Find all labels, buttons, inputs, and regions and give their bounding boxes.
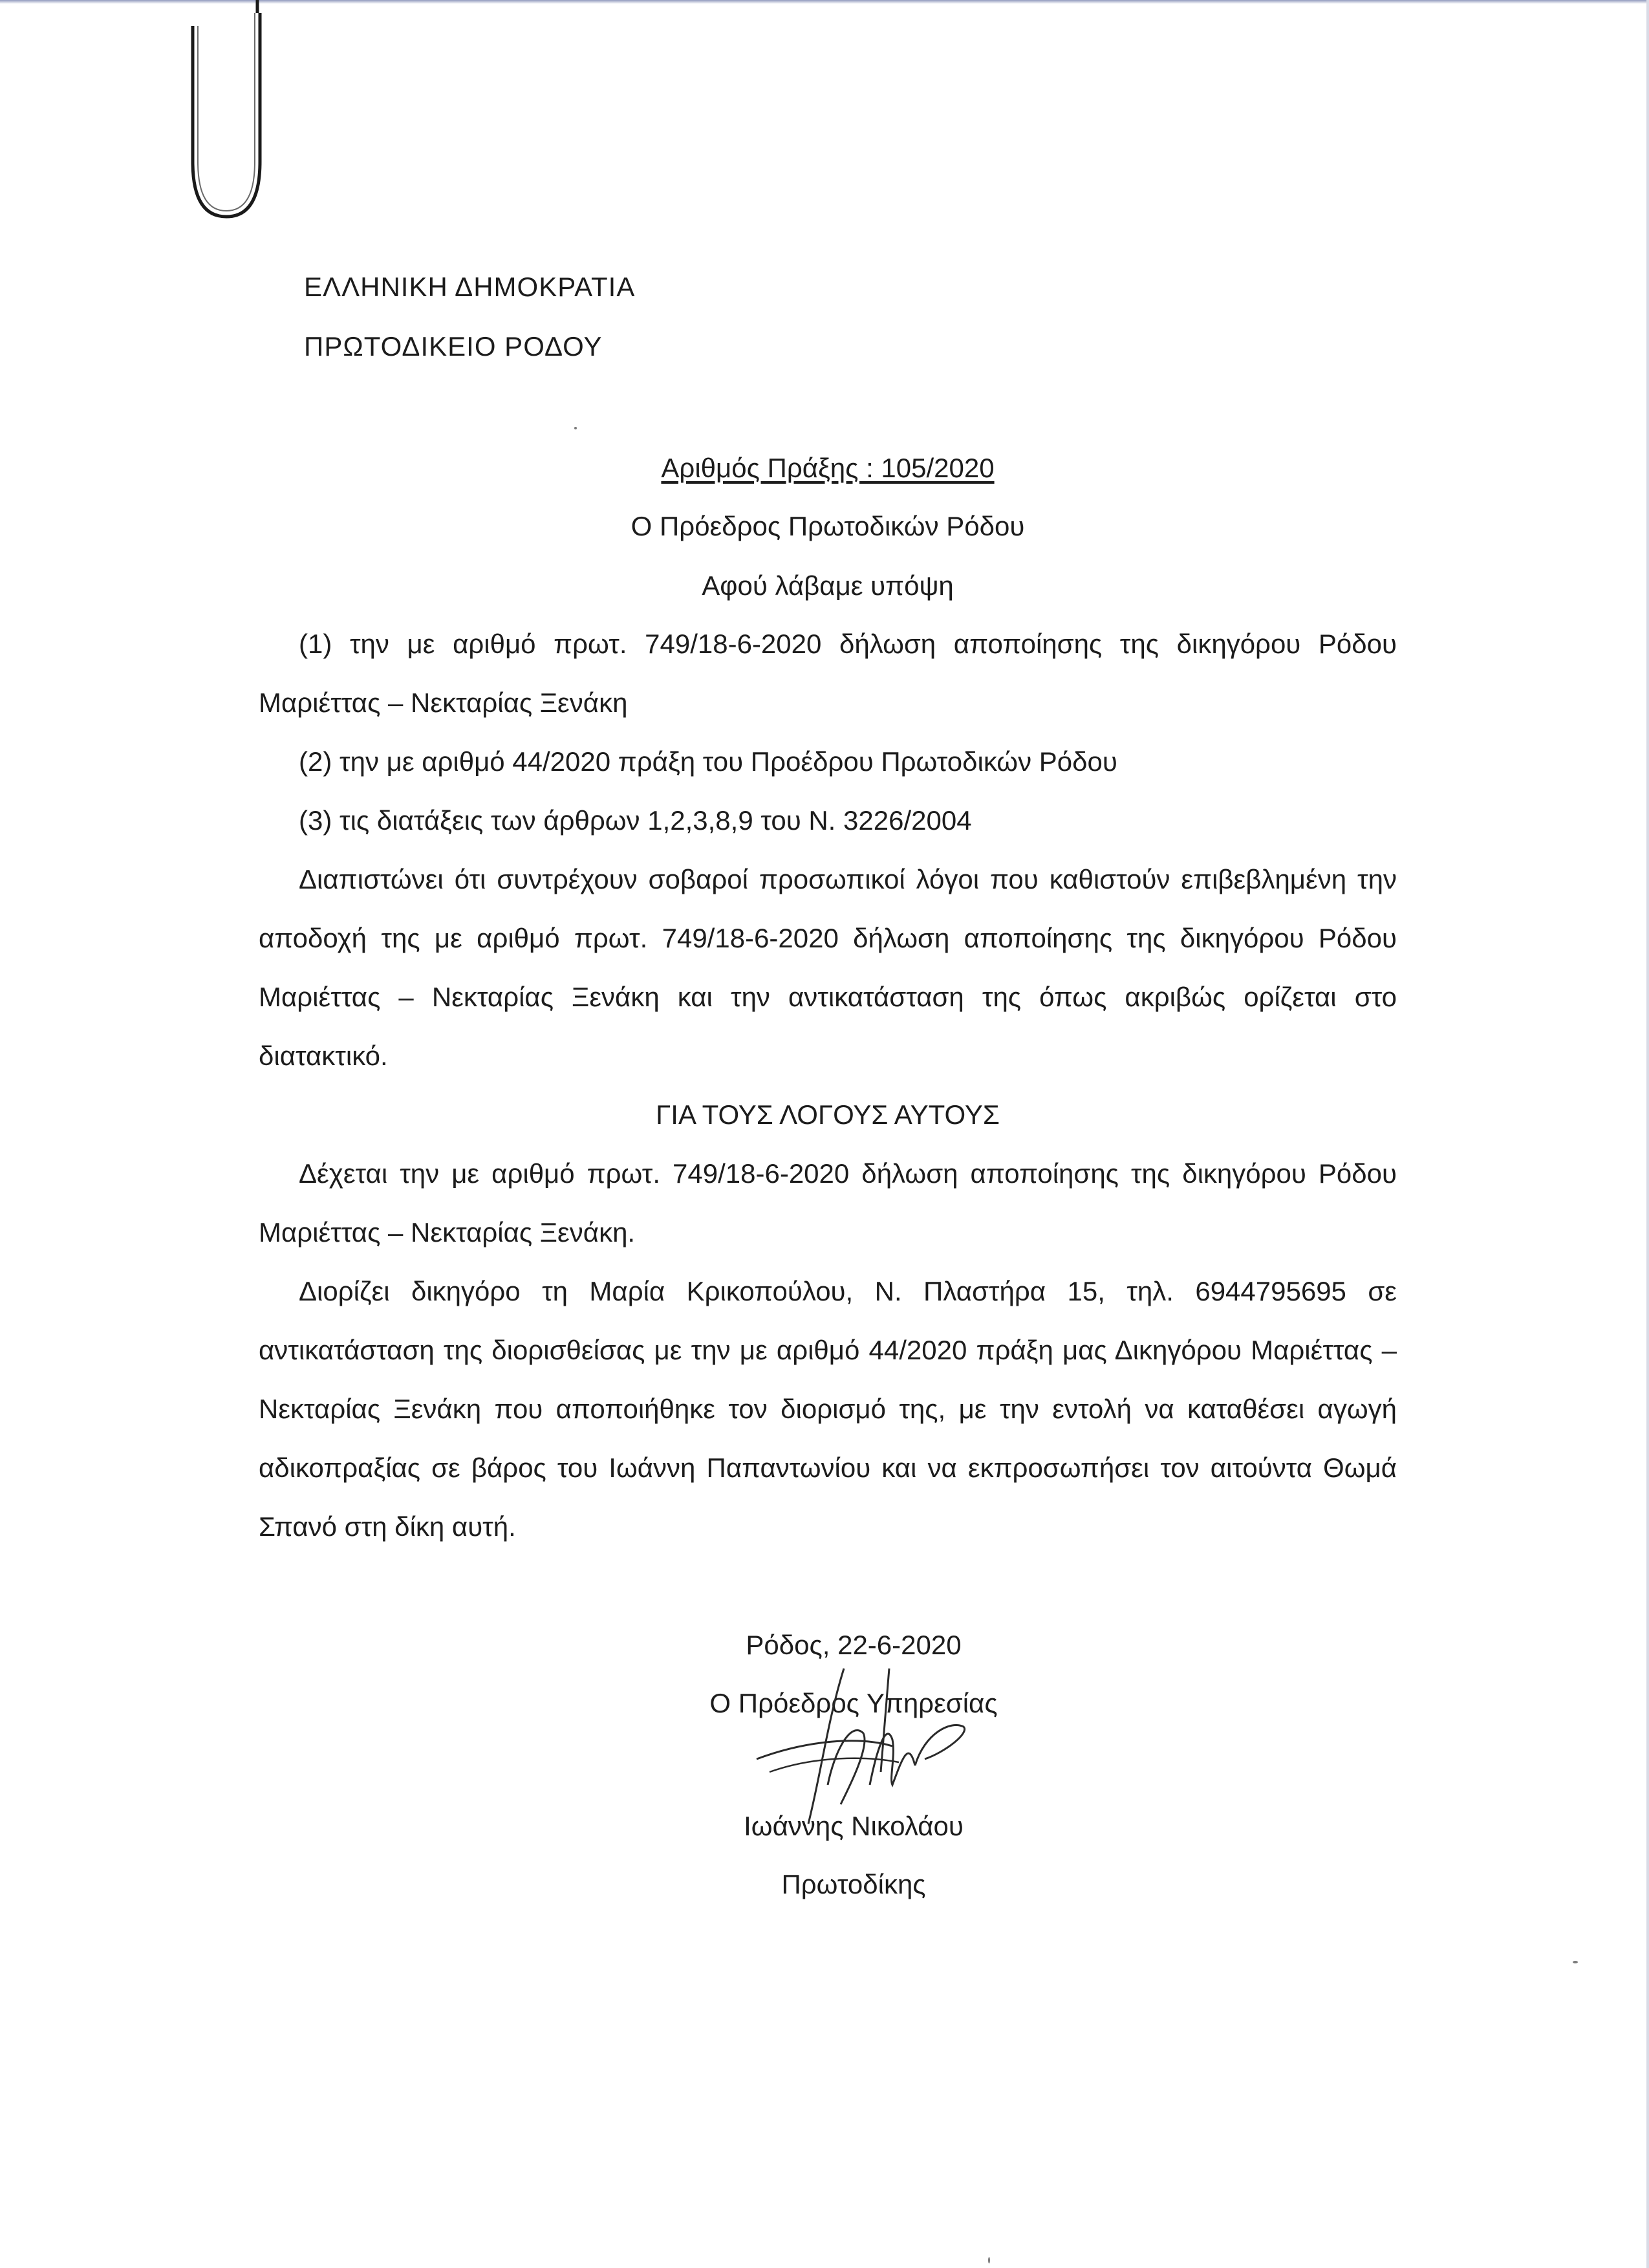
consideration-3: (3) τις διατάξεις των άρθρων 1,2,3,8,9 του Ν. 3226/2004 — [299, 805, 972, 836]
decision-2: Διορίζει δικηγόρο τη Μαρία Κρικοπούλου, Ν. Πλαστήρα 15, τηλ. 6944795695 σε αντικατάσταση της διορισθείσας με την με αριθμό 44/2020 πράξη μας Δικηγόρου Μαριέττας – Νεκταρίας Ξενάκη που αποποιήθηκε τον διορισμό της, με την εντολή να καταθέσει αγωγή αδικοπραξίας σε βάρος του Ιωάννη Παπαντωνίου και να εκπροσωπήσει τον αιτούντα Θωμά Σπανό στη δίκη αυτή. — [259, 1276, 1397, 1542]
issuer-line: Ο Πρόεδρος Πρωτοδικών Ρόδου — [630, 511, 1025, 541]
signatory-role: Ο Πρόεδρος Υπηρεσίας — [709, 1688, 998, 1718]
document-body — [259, 614, 1397, 1556]
signatory-name: Ιωάννης Νικολάου — [744, 1811, 964, 1841]
header-country: ΕΛΛΗΝΙΚΗ ΔΗΜΟΚΡΑΤΙΑ — [304, 272, 636, 302]
act-number-line — [259, 453, 1397, 484]
scan-speck — [988, 2257, 990, 2263]
place-date: Ρόδος, 22-6-2020 — [746, 1630, 962, 1660]
consideration-2: (2) την με αριθμό 44/2020 πράξη του Προέδρου Πρωτοδικών Ρόδου — [299, 746, 1117, 777]
signatory-title: Πρωτοδίκης — [781, 1869, 926, 1899]
header-court: ΠΡΩΤΟΔΙΚΕΙΟ ΡΟΔΟΥ — [304, 331, 603, 362]
decision-1: Δέχεται την με αριθμό πρωτ. 749/18-6-2020 δήλωση αποποίησης της δικηγόρου Ρόδου Μαριέττας – Νεκταρίας Ξενάκη. — [259, 1158, 1397, 1247]
scan-speck — [574, 427, 577, 429]
considering-line: Αφού λάβαμε υπόψη — [702, 570, 954, 601]
scan-edge-right — [1646, 0, 1649, 2268]
reasons-heading: ΓΙΑ ΤΟΥΣ ΛΟΓΟΥΣ ΑΥΤΟΥΣ — [656, 1099, 1000, 1130]
scan-speck — [1573, 1961, 1578, 1963]
finding-paragraph: Διαπιστώνει ότι συντρέχουν σοβαροί προσωπικοί λόγοι που καθιστούν επιβεβλημένη την αποδοχή της με αριθμό πρωτ. 749/18-6-2020 δήλωση αποποίησης της δικηγόρου Ρόδου Μαριέττας – Νεκταρίας Ξενάκη και την αντικατάσταση της όπως ακριβώς ορίζεται στο διατακτικό. — [259, 864, 1397, 1071]
consideration-1: (1) την με αριθμό πρωτ. 749/18-6-2020 δήλωση αποποίησης της δικηγόρου Ρόδου Μαριέττας – Νεκταρίας Ξενάκη — [259, 629, 1397, 718]
paperclip-icon — [181, 0, 272, 233]
act-number: Αριθμός Πράξης : 105/2020 — [661, 453, 995, 483]
